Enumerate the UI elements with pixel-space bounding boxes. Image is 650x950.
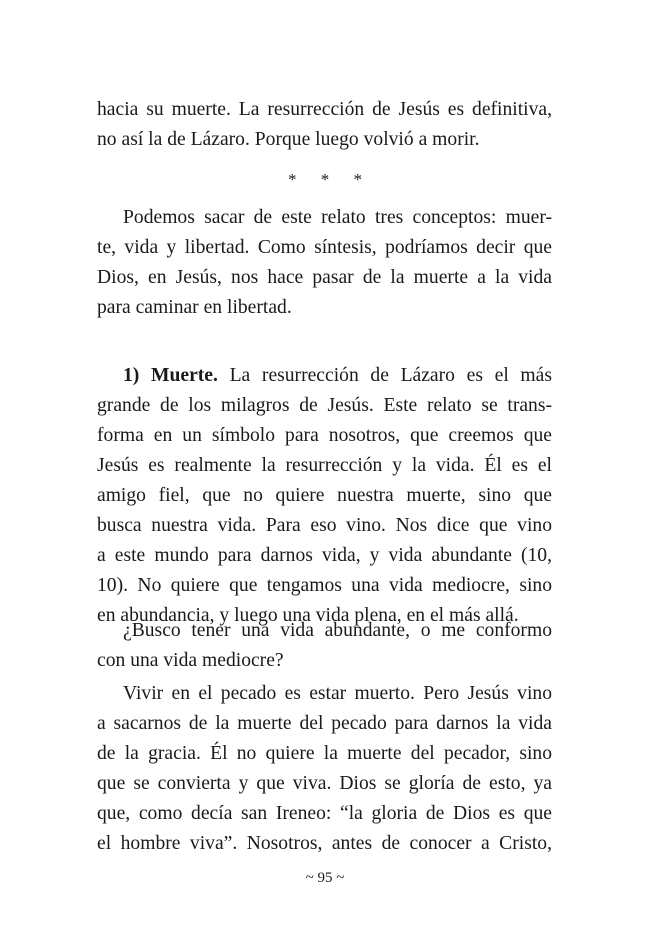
text-line: Podemos sacar de este relato tres conceptos: muer-: [123, 207, 552, 228]
text-line: ¿Busco tener una vida abundante, o me conformo: [123, 620, 552, 641]
text-line: de la gracia. Él no quiere la muerte del pecador, sino: [97, 743, 552, 764]
text-line: con una vida mediocre?: [97, 650, 284, 671]
text-line: busca nuestra vida. Para eso vino. Nos dice que vino: [97, 515, 552, 536]
text-line: a este mundo para darnos vida, y vida abundante (10,: [97, 545, 552, 566]
text-line-rest: La resurrección de Lázaro es el más: [217, 365, 552, 386]
section-lead: 1) Muerte.: [123, 365, 218, 386]
text-line: que, como decía san Ireneo: “la gloria de Dios es que: [97, 803, 552, 824]
text-line: Dios, en Jesús, nos hace pasar de la muerte a la vida: [97, 267, 552, 288]
text-line: hacia su muerte. La resurrección de Jesús es definitiva,: [97, 99, 552, 120]
text-line: amigo fiel, que no quiere nuestra muerte, sino que: [97, 485, 552, 506]
paragraph-question: [97, 616, 552, 676]
paragraph-concepts: [97, 203, 552, 323]
text-line: grande de los milagros de Jesús. Este relato se trans-: [97, 395, 552, 416]
text-line: Vivir en el pecado es estar muerto. Pero Jesús vino: [123, 683, 552, 704]
text-line: forma en un símbolo para nosotros, que creemos que: [97, 425, 552, 446]
text-line: el hombre viva”. Nosotros, antes de conocer a Cristo,: [97, 833, 552, 854]
text-line: a sacarnos de la muerte del pecado para darnos la vida: [97, 713, 552, 734]
text-line: Jesús es realmente la resurrección y la vida. Él es el: [97, 455, 552, 476]
text-line: te, vida y libertad. Como síntesis, podríamos decir que: [97, 237, 552, 258]
text-line: en abundancia, y luego una vida plena, en el más allá.: [97, 605, 519, 626]
paragraph-continuation: [97, 95, 552, 155]
text-line: [97, 361, 552, 391]
section-ornament: * * *: [288, 170, 372, 189]
text-line: no así la de Lázaro. Porque luego volvió a morir.: [97, 129, 480, 150]
page-number: ~ 95 ~: [305, 870, 345, 886]
text-line: para caminar en libertad.: [97, 297, 292, 318]
paragraph-pecado: [97, 679, 552, 859]
paragraph-muerte: [97, 361, 552, 631]
text-line: que se convierta y que viva. Dios se gloría de esto, ya: [97, 773, 552, 794]
text-line: 10). No quiere que tengamos una vida mediocre, sino: [97, 575, 552, 596]
